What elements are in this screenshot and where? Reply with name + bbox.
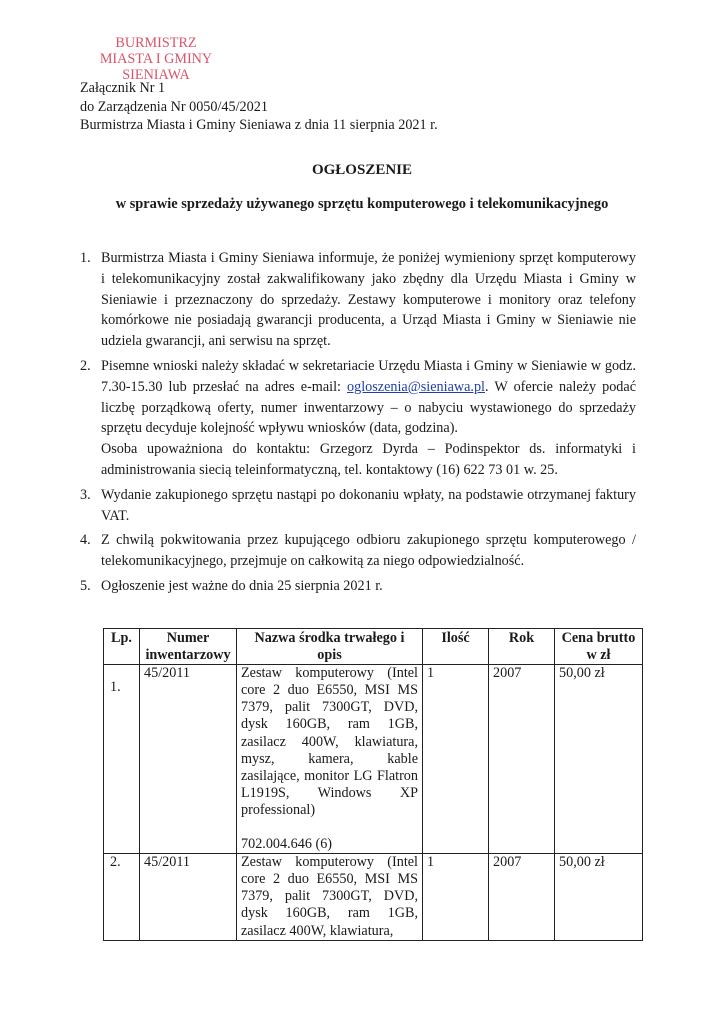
col-header-quantity: Ilość: [423, 629, 489, 665]
stamp-line: BURMISTRZ: [115, 35, 197, 51]
item-text: Wydanie zakupionego sprzętu nastąpi po dokonaniu wpłaty, na podstawie otrzymanej faktury VAT.: [101, 486, 636, 524]
table-row: [104, 854, 643, 940]
announcement-list: [80, 248, 636, 601]
item-text: Burmistrza Miasta i Gminy Sieniawa informuje, że poniżej wymieniony sprzęt komputerowy i telekomunikacyjny został zakwalifikowany jako zbędny dla Urzędu Miasta i Gminy w Sieniawie i przeznaczony do sprzedaży. Zestawy komputerowe i monitory oraz telefony komórkowe nie posiadają gwarancji producenta, a Urząd Miasta i Gminy w Sieniawie nie udziela gwarancji, ani serwisu na sprzęt.: [101, 250, 636, 350]
item-number: 1.: [80, 250, 91, 266]
item-text: Ogłoszenie jest ważne do dnia 25 sierpnia 2021 r.: [101, 577, 383, 594]
attachment-number: Załącznik Nr 1: [80, 80, 166, 96]
table-row: [104, 665, 643, 854]
list-item: [80, 485, 636, 527]
col-header-lp: Lp.: [104, 629, 140, 665]
asset-inventory-code: 702.004.646 (6): [241, 836, 333, 853]
stamp-line: MIASTA I GMINY: [99, 51, 213, 67]
cell-price: 50,00 zł: [555, 665, 643, 854]
cell-description: [237, 665, 423, 854]
item-text-part: Pisemne wnioski należy składać w sekretariacie Urzędu Miasta i Gminy w Sieniawie w godz. 7.30-15.30 lub przesłać na adres e-mail:: [101, 357, 636, 395]
cell-description: [237, 854, 423, 940]
col-header-year: Rok: [489, 629, 555, 665]
cell-quantity: 1: [423, 665, 489, 854]
item-number: 4.: [80, 532, 91, 549]
attachment-issuer: Burmistrza Miasta i Gminy Sieniawa z dnia 11 sierpnia 2021 r.: [80, 117, 438, 133]
list-item: [80, 356, 636, 481]
list-item: [80, 248, 636, 352]
item-text-part: . W ofercie należy podać liczbę porządkową oferty, numer inwentarzowy – o nabyciu wystawionego do sprzedaży sprzętu decyduje kolejność wpływu wniosków (data, godzina).: [101, 378, 636, 437]
official-stamp: [86, 35, 226, 83]
cell-lp: [104, 665, 140, 854]
cell-inventory-number: 45/2011: [140, 854, 237, 940]
col-header-inventory-number: Numer inwentarzowy: [140, 629, 237, 665]
col-header-price: Cena brutto w zł: [555, 629, 643, 665]
email-link[interactable]: ogloszenia@sieniawa.pl: [347, 378, 485, 395]
cell-year: 2007: [489, 854, 555, 940]
list-item: [80, 576, 636, 597]
item-text: [101, 356, 636, 439]
document-title: OGŁOSZENIE: [311, 162, 413, 178]
stamp-line: SIENIAWA: [122, 67, 190, 83]
list-item: [80, 530, 636, 572]
asset-description: Zestaw komputerowy (Intel core 2 duo E6550, MSI MS 7379, palit 7300GT, DVD, dysk 160GB, ram 1GB, zasilacz 400W, klawiatura,: [241, 854, 418, 939]
attachment-header: [80, 79, 438, 135]
cell-price: 50,00 zł: [555, 854, 643, 940]
cell-inventory-number: 45/2011: [140, 665, 237, 854]
document-subtitle: w sprawie sprzedaży używanego sprzętu komputerowego i telekomunikacyjnego: [115, 196, 609, 212]
item-number: 2.: [80, 357, 91, 374]
row-number: 1.: [110, 679, 121, 696]
asset-description: Zestaw komputerowy (Intel core 2 duo E6550, MSI MS 7379, palit 7300GT, DVD, dysk 160GB, ram 1GB, zasilacz 400W, klawiatura, mysz, kamera, kable zasilające, monitor LG Flatron L1919S, Windows XP professional): [241, 665, 418, 818]
table-header-row: [104, 629, 643, 665]
assets-table: [103, 628, 643, 941]
col-header-name-description: Nazwa środka trwałego i opis: [237, 629, 423, 665]
cell-quantity: 1: [423, 854, 489, 940]
attachment-ordinance: do Zarządzenia Nr 0050/45/2021: [80, 98, 268, 115]
cell-year: 2007: [489, 665, 555, 854]
item-text: Z chwilą pokwitowania przez kupującego odbioru zakupionego sprzętu komputerowego / telekomunikacyjnego, przejmuje on całkowitą za niego odpowiedzialność.: [101, 532, 636, 570]
item-number: 3.: [80, 486, 91, 503]
cell-lp: 2.: [104, 854, 140, 940]
contact-person-text: Osoba upoważniona do kontaktu: Grzegorz Dyrda – Podinspektor ds. informatyki i administrowania siecią teleinformatyczną, tel. kontaktowy (16) 622 73 01 w. 25.: [101, 441, 636, 478]
item-number: 5.: [80, 577, 91, 594]
